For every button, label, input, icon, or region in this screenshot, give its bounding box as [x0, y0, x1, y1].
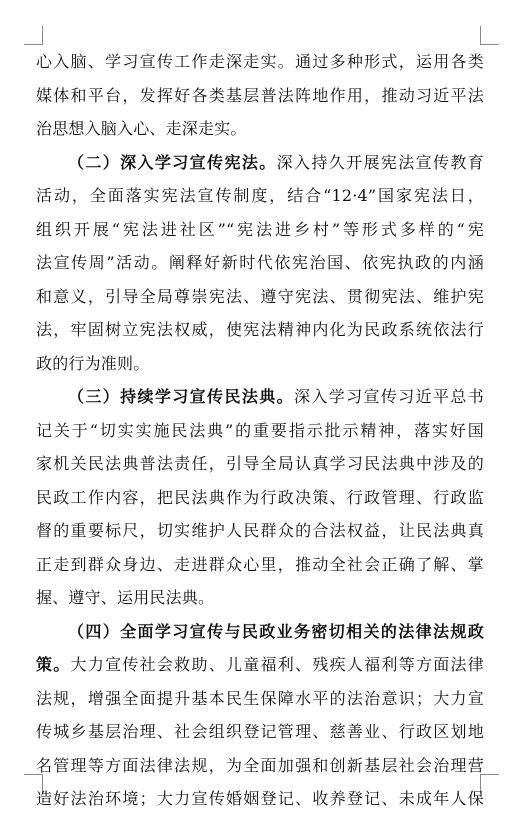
text-line: 握、遵守、运用民法典。	[36, 588, 215, 607]
text-line: 媒体和平台，发挥好各类基层普法阵地作用，推动习近平法	[36, 85, 484, 105]
text-line: 活动，全面落实宪法宣传制度，结合“12·4”国家宪法日，	[36, 186, 484, 205]
text-line: 心入脑、学习宣传工作走深走实。通过多种形式，运用各类	[36, 52, 484, 71]
text-line: 政的行为准则。	[36, 353, 150, 373]
text-line: 法，牢固树立宪法权威，使宪法精神内化为民政系统依法行	[36, 320, 484, 339]
text-line: 名管理等方面法律法规，为全面加强和创新基层社会治理营	[36, 755, 484, 775]
document-body	[36, 45, 484, 816]
text-line: 造好法治环境；大力宣传婚姻登记、收养登记、未成年人保	[36, 789, 484, 808]
crop-mark-top-left	[24, 26, 43, 45]
section-heading: 策。	[36, 655, 71, 674]
section-heading-line	[36, 380, 484, 414]
text-line: 治思想入脑入心、走深走实。	[36, 119, 247, 138]
section-heading: （四）全面学习宣传与民政业务密切相关的法律法规政	[68, 621, 484, 641]
section-heading: （三）持续学习宣传民法典。	[68, 387, 294, 406]
text-line: 督的重要标尺，切实维护人民群众的合法权益，让民法典真	[36, 521, 484, 540]
text-line: 法规，增强全面提升基本民生保障水平的法治意识；大力宣	[36, 688, 484, 708]
text-run: 深入学习宣传习近平总书	[293, 387, 484, 406]
crop-mark-top-right	[480, 26, 499, 45]
text-line: 法宣传周”活动。阐释好新时代依宪治国、依宪执政的内涵	[36, 253, 484, 272]
text-run: 大力宣传社会救助、儿童福利、残疾人福利等方面法律	[70, 655, 484, 674]
text-run: 深入持久开展宪法宣传教育	[276, 152, 484, 172]
text-line: 民政工作内容，把民法典作为行政决策、行政管理、行政监	[36, 487, 484, 507]
text-line: 正走到群众身边、走进群众心里，推动全社会正确了解、掌	[36, 554, 484, 574]
text-line: 组织开展“宪法进社区”“宪法进乡村”等形式多样的“宪	[36, 219, 484, 239]
section-heading-line	[36, 146, 484, 180]
text-line: 和意义，引导全局尊崇宪法、遵守宪法、贯彻宪法、维护宪	[36, 286, 484, 306]
section-heading-line	[36, 615, 484, 649]
text-line	[36, 648, 484, 682]
text-line: 记关于“切实实施民法典”的重要指示批示精神，落实好国	[36, 420, 484, 440]
section-heading: （二）深入学习宣传宪法。	[68, 152, 277, 172]
text-line: 家机关民法典普法责任，引导全局认真学习民法典中涉及的	[36, 454, 484, 473]
text-line: 传城乡基层治理、社会组织登记管理、慈善业、行政区划地	[36, 722, 484, 741]
